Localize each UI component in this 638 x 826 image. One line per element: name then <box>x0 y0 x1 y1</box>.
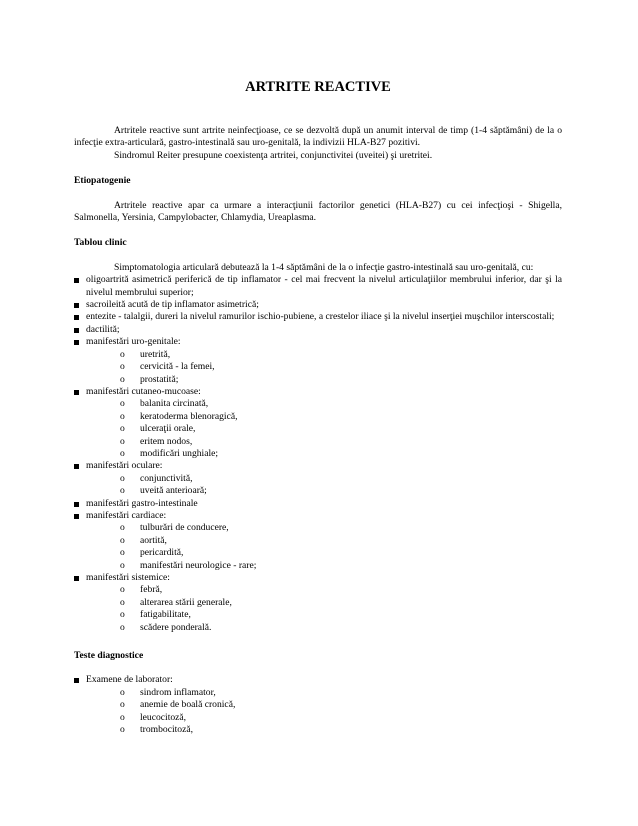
intro-paragraph-1: Artritele reactive sunt artrite neinfecţioase, ce se dezvoltă după un anumit interval de timp (1-4 săptămâni) de la o infecţie extra-articulară, gastro-intestinală sau uro-genitală, la indivizii HLA-B27 pozitivi. <box>74 125 562 149</box>
sub-list-item-text: pericardită, <box>140 547 184 559</box>
sub-list-item <box>74 597 562 609</box>
circle-bullet-icon: o <box>120 534 125 546</box>
circle-bullet-icon: o <box>120 410 125 422</box>
sub-list-item <box>74 411 562 423</box>
sub-list-item <box>74 609 562 621</box>
square-bullet-icon <box>74 340 79 345</box>
square-bullet-icon <box>74 576 79 581</box>
list-item <box>74 386 562 398</box>
list-item-text: manifestări sistemice: <box>86 572 170 583</box>
sub-list <box>74 584 562 634</box>
section-heading-teste-diagnostice: Teste diagnostice <box>74 650 144 662</box>
sub-list-item <box>74 398 562 410</box>
sub-list-item-text: fatigabilitate, <box>140 609 191 621</box>
square-bullet-icon <box>74 390 79 395</box>
circle-bullet-icon: o <box>120 559 125 571</box>
sub-list-item <box>74 724 562 736</box>
sub-list-item-text: eritem nodos, <box>140 435 193 447</box>
sub-list-item-text: manifestări neurologice - rare; <box>140 559 257 571</box>
sub-list-item <box>74 584 562 596</box>
list-item-text: manifestări cardiace: <box>86 509 167 521</box>
list-item <box>74 274 562 299</box>
list-item-text: oligoartrită asimetrică periferică de tip inflamator - cel mai frecvent la nivelul articulaţiilor membrului inferior, dar şi la nivelul membrului superior; <box>86 274 562 298</box>
sub-list-item <box>74 699 562 711</box>
circle-bullet-icon: o <box>120 711 125 723</box>
list-item <box>74 674 562 686</box>
sub-list-item-text: ulceraţii orale, <box>140 423 196 435</box>
circle-bullet-icon: o <box>120 373 125 385</box>
sub-list-item <box>74 361 562 373</box>
sub-list-item-text: uretrită, <box>140 348 171 360</box>
sub-list-item <box>74 349 562 361</box>
sub-list-item-text: aortită, <box>140 534 167 546</box>
sub-list <box>74 522 562 572</box>
tablou-clinic-paragraph: Simptomatologia articulară debutează la 1-4 săptămâni de la o infecţie gastro-intestinală sau uro-genitală, cu: <box>114 261 534 273</box>
sub-list-item-text: scădere ponderală. <box>140 621 212 633</box>
sub-list-item-text: uveită anterioară; <box>140 485 207 497</box>
square-bullet-icon <box>74 315 79 320</box>
list-item <box>74 336 562 348</box>
sub-list-item <box>74 547 562 559</box>
intro-paragraph-2: Sindromul Reiter presupune coexistenţa artritei, conjunctivitei (uveitei) şi uretritei. <box>114 149 433 161</box>
square-bullet-icon <box>74 328 79 333</box>
circle-bullet-icon: o <box>120 686 125 698</box>
document-title: ARTRITE REACTIVE <box>245 79 391 95</box>
tablou-clinic-list <box>74 274 562 634</box>
sub-list-item <box>74 687 562 699</box>
square-bullet-icon <box>74 502 79 507</box>
list-item-text: manifestări oculare: <box>86 460 163 472</box>
sub-list-item-text: alterarea stării generale, <box>140 596 232 608</box>
circle-bullet-icon: o <box>120 485 125 497</box>
list-item <box>74 498 562 510</box>
sub-list <box>74 473 562 498</box>
sub-list-item <box>74 473 562 485</box>
circle-bullet-icon: o <box>120 398 125 410</box>
sub-list-item <box>74 535 562 547</box>
circle-bullet-icon: o <box>120 621 125 633</box>
list-item-text: sacroileită acută de tip inflamator asimetrică; <box>86 299 259 311</box>
list-item <box>74 460 562 472</box>
circle-bullet-icon: o <box>120 584 125 596</box>
sub-list-item <box>74 522 562 534</box>
sub-list-item-text: tulburări de conducere, <box>140 522 229 534</box>
sub-list <box>74 687 562 737</box>
sub-list-item <box>74 560 562 572</box>
sub-list <box>74 398 562 460</box>
sub-list-item <box>74 374 562 386</box>
sub-list-item-text: anemie de boală cronică, <box>140 699 236 711</box>
circle-bullet-icon: o <box>120 724 125 736</box>
section-heading-etiopatogenie: Etiopatogenie <box>74 175 131 187</box>
circle-bullet-icon: o <box>120 348 125 360</box>
square-bullet-icon <box>74 514 79 519</box>
circle-bullet-icon: o <box>120 609 125 621</box>
section-heading-tablou-clinic: Tablou clinic <box>74 237 127 249</box>
sub-list-item-text: leucocitoză, <box>140 711 187 723</box>
sub-list-item-text: cervicită - la femei, <box>140 361 215 373</box>
sub-list-item-text: conjunctivită, <box>140 472 193 484</box>
teste-diagnostice-list <box>74 674 562 736</box>
circle-bullet-icon: o <box>120 596 125 608</box>
sub-list-item <box>74 436 562 448</box>
square-bullet-icon <box>74 278 79 283</box>
list-item <box>74 324 562 336</box>
square-bullet-icon <box>74 464 79 469</box>
square-bullet-icon <box>74 678 79 683</box>
sub-list-item <box>74 622 562 634</box>
list-item <box>74 299 562 311</box>
circle-bullet-icon: o <box>120 522 125 534</box>
list-item <box>74 311 562 323</box>
sub-list-item-text: modificări unghiale; <box>140 447 219 459</box>
list-item-text: dactilită; <box>86 323 120 335</box>
circle-bullet-icon: o <box>120 447 125 459</box>
circle-bullet-icon: o <box>120 435 125 447</box>
list-item-text: entezite - talalgii, dureri la nivelul ramurilor ischio-pubiene, a crestelor iliace şi la nivelul inserţiei muşchilor interscostali; <box>86 311 555 323</box>
list-item-text: manifestări gastro-intestinale <box>86 497 198 509</box>
square-bullet-icon <box>74 303 79 308</box>
circle-bullet-icon: o <box>120 423 125 435</box>
sub-list-item <box>74 448 562 460</box>
list-item-text: manifestări cutaneo-mucoase: <box>86 385 201 397</box>
sub-list-item <box>74 485 562 497</box>
sub-list-item-text: balanita circinată, <box>140 398 209 410</box>
document-page <box>74 78 562 736</box>
list-item-text: Examene de laborator: <box>86 674 173 686</box>
list-item <box>74 510 562 522</box>
circle-bullet-icon: o <box>120 699 125 711</box>
sub-list-item <box>74 423 562 435</box>
etiopatogenie-paragraph: Artritele reactive apar ca urmare a interacţiunii factorilor genetici (HLA-B27) cu cei infecţioşi - Shigella, Salmonella, Yersinia, Campylobacter, Chlamydia, Ureaplasma. <box>74 199 562 224</box>
list-item <box>74 572 562 584</box>
list-item-text: manifestări uro-genitale: <box>86 336 181 348</box>
circle-bullet-icon: o <box>120 547 125 559</box>
circle-bullet-icon: o <box>120 472 125 484</box>
sub-list-item-text: sindrom inflamator, <box>140 686 216 698</box>
sub-list-item-text: keratoderma blenoragică, <box>140 410 238 422</box>
sub-list-item-text: febră, <box>140 584 163 596</box>
sub-list-item-text: prostatită; <box>140 373 179 385</box>
sub-list <box>74 349 562 386</box>
circle-bullet-icon: o <box>120 361 125 373</box>
sub-list-item <box>74 712 562 724</box>
sub-list-item-text: trombocitoză, <box>140 724 194 736</box>
